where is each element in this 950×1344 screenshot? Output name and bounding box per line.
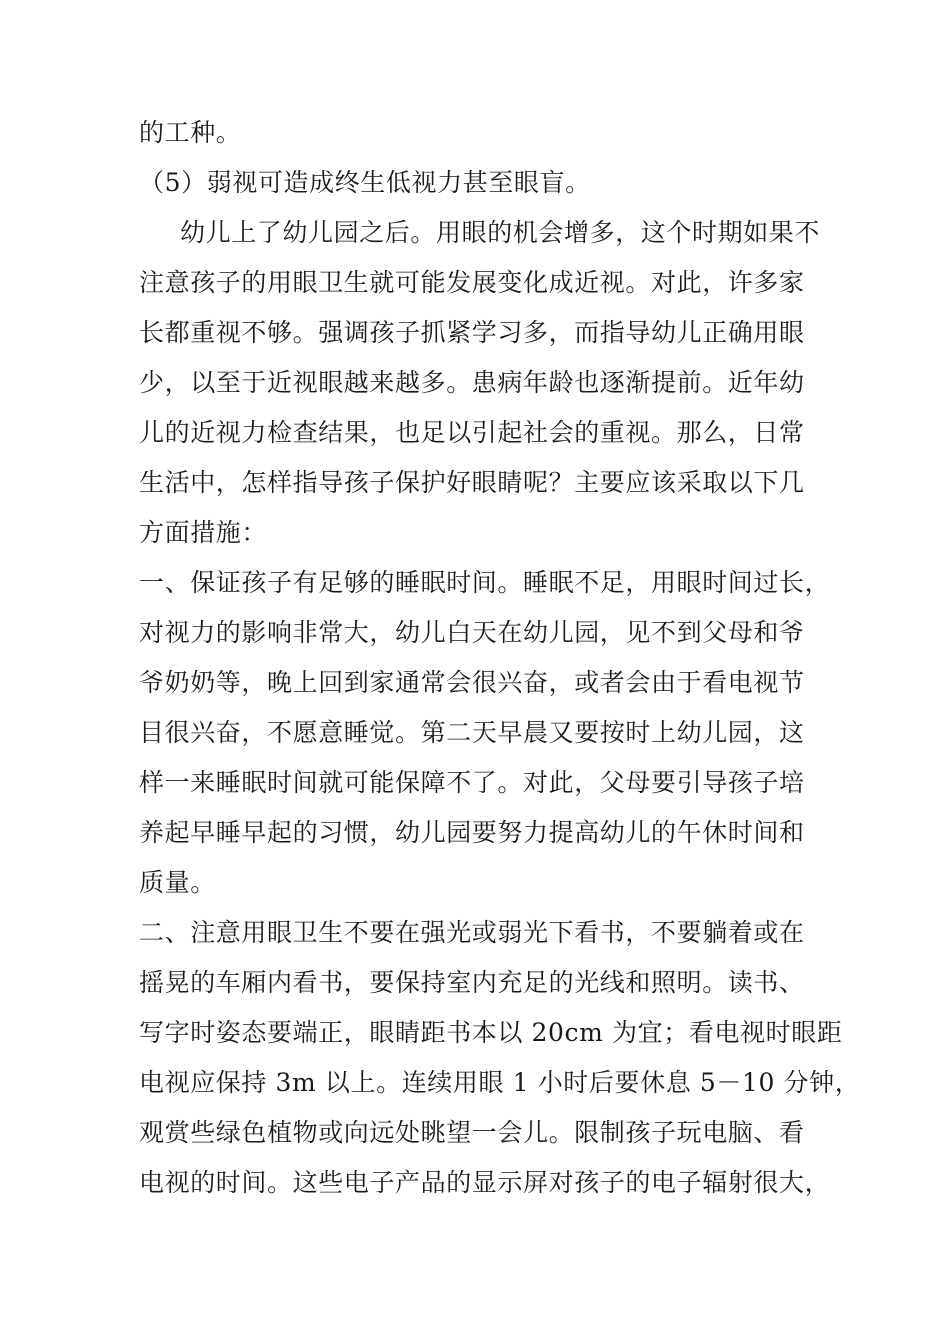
text-line: 对视力的影响非常大，幼儿白天在幼儿园，见不到父母和爷	[139, 618, 805, 647]
text-line: 方面措施：	[139, 518, 268, 547]
text-line: （5）弱视可造成终生低视力甚至眼盲。	[139, 168, 591, 197]
text-line: 生活中，怎样指导孩子保护好眼睛呢？主要应该采取以下几	[139, 468, 805, 497]
text-line: 的工种。	[139, 118, 242, 147]
text-line: 长都重视不够。强调孩子抓紧学习多，而指导幼儿正确用眼	[139, 318, 805, 347]
text-line: 质量。	[139, 868, 216, 897]
text-line: 电视应保持 3m 以上。连续用眼 1 小时后要休息 5－10 分钟，	[139, 1068, 861, 1097]
text-line: 电视的时间。这些电子产品的显示屏对孩子的电子辐射很大，	[139, 1168, 831, 1197]
text-line: 目很兴奋，不愿意睡觉。第二天早晨又要按时上幼儿园，这	[139, 718, 805, 747]
text-line: 写字时姿态要端正，眼睛距书本以 20cm 为宜；看电视时眼距	[139, 1018, 843, 1047]
section-heading-line: 一、保证孩子有足够的睡眠时间。睡眠不足，用眼时间过长，	[139, 568, 831, 597]
text-line: 养起早睡早起的习惯，幼儿园要努力提高幼儿的午休时间和	[139, 818, 805, 847]
text-line: 注意孩子的用眼卫生就可能发展变化成近视。对此，许多家	[139, 268, 805, 297]
text-line: 观赏些绿色植物或向远处眺望一会儿。限制孩子玩电脑、看	[139, 1118, 805, 1147]
paragraph-first-line: 幼儿上了幼儿园之后。用眼的机会增多，这个时期如果不	[180, 218, 821, 247]
text-line: 儿的近视力检查结果，也足以引起社会的重视。那么，日常	[139, 418, 805, 447]
text-line: 样一来睡眠时间就可能保障不了。对此，父母要引导孩子培	[139, 768, 805, 797]
text-line: 爷奶奶等，晚上回到家通常会很兴奋，或者会由于看电视节	[139, 668, 805, 697]
section-heading-line: 二、注意用眼卫生不要在强光或弱光下看书，不要躺着或在	[139, 918, 805, 947]
text-line: 摇晃的车厢内看书，要保持室内充足的光线和照明。读书、	[139, 968, 805, 997]
text-line: 少，以至于近视眼越来越多。患病年龄也逐渐提前。近年幼	[139, 368, 805, 397]
